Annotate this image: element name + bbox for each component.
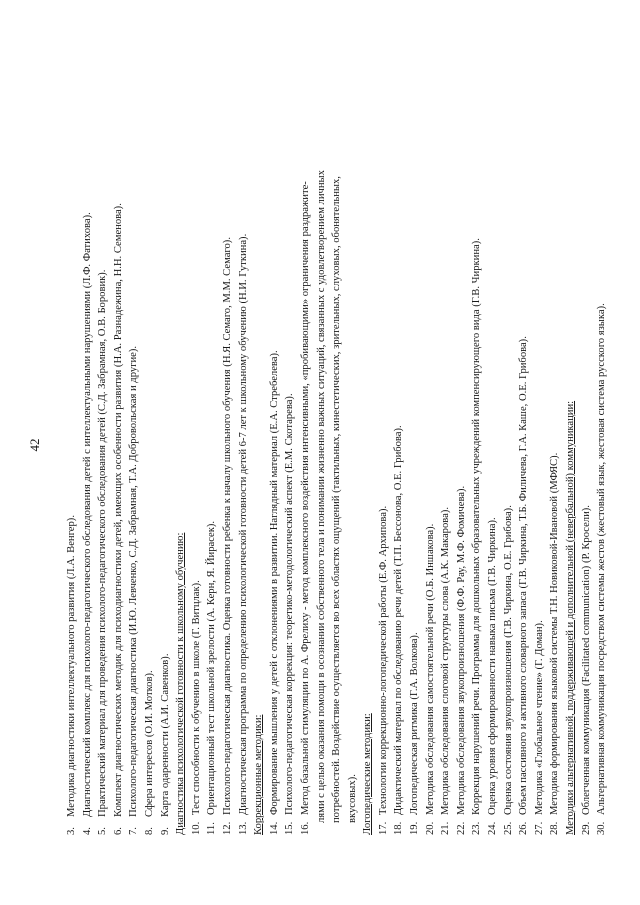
list-item-first-line <box>594 70 610 835</box>
list-item-number: 16. <box>299 821 311 835</box>
list-item-text: Методика диагностики интеллектуального развития (Л.А. Венгер). <box>66 515 77 817</box>
list-item-first-line <box>80 70 96 835</box>
list-item-number: 7. <box>128 827 140 835</box>
list-item-number: 13. <box>237 821 249 835</box>
list-item-number: 30. <box>596 821 608 835</box>
list-item-text: Оценка уровня сформированности навыка письма (Г.В. Чиркина). <box>487 517 499 815</box>
list-item <box>454 70 470 835</box>
list-item-text: Сфера интересов (О.И. Мотков). <box>143 670 155 817</box>
list-item-number: 26. <box>518 821 530 835</box>
list-item-first-line <box>111 70 127 835</box>
list-item <box>391 70 407 835</box>
list-item-first-line <box>142 70 158 835</box>
section-heading: Коррекционные методики: <box>253 714 265 835</box>
list-item-number: 9. <box>159 827 171 835</box>
section-heading: Диагностика психологической готовности к школьному обучению: <box>175 532 187 835</box>
list-item-first-line <box>236 70 252 835</box>
list-item-first-line <box>267 70 283 835</box>
list-item-number: 20. <box>424 821 436 835</box>
list-item-first-line <box>126 70 142 835</box>
list-item-first-line <box>189 70 205 835</box>
list-item <box>423 70 439 835</box>
list-item-text: Диагностическая программа по определению психологической готовности детей 6-7 лет к школьному обучению (Н.И. Гуткина). <box>237 233 249 815</box>
list-item-first-line <box>158 70 174 835</box>
list-item-first-line <box>282 70 298 835</box>
list-item-first-line <box>423 70 439 835</box>
list-item-number: 23. <box>471 821 483 835</box>
list-item-text: Методика «Глобальное чтение» (Г. Доман). <box>533 620 545 815</box>
list-item-first-line <box>516 70 532 835</box>
list-item <box>220 70 236 835</box>
list-item-first-line <box>454 70 470 835</box>
list-item <box>80 70 96 835</box>
list-item-text: Комплект диагностических методик для психодиагностики детей, имеющих особенности развития (Н.А. Разнадежина, Н.Н. Семенова). <box>112 203 124 817</box>
list-item-number: 8. <box>143 827 155 835</box>
list-item-first-line <box>501 70 517 835</box>
list-item <box>485 70 501 835</box>
list-item-number: 4. <box>81 827 93 835</box>
list-item-first-line <box>220 70 236 835</box>
list-item <box>267 70 283 835</box>
list-item-number: 22. <box>455 821 467 835</box>
list-item-text: Психолого-педагогическая диагностика. Оценка готовности ребенка к началу школьного обучения (Н.Я. Семаго, М.М. Семаго). <box>221 237 233 815</box>
list-item-first-line <box>391 70 407 835</box>
list-item <box>142 70 158 835</box>
list-item-text: Методика формирования языковой системы Т.Н. Новиковой-Ивановой (МФЯС). <box>549 452 561 815</box>
list-item-text: Логопедическая ритмика (Г.А. Волкова). <box>409 632 421 815</box>
list-item <box>532 70 548 835</box>
list-item-text: Диагностический комплекс для психолого-педагогического обследования детей с интеллектуальными нарушениями (Л.Ф. Фатихова). <box>81 212 93 817</box>
list-item-continuation-line: лями с целью оказания помощи в осознании собственного тела и понимании жизненно важных ситуаций, связанных с удовлетворением личных <box>315 170 327 823</box>
list-item-first-line <box>204 70 220 835</box>
list-item-text: Альтернативная коммуникация посредством системы жестов (жестовый язык, жестовая система русского языка). <box>596 303 608 815</box>
list-item <box>501 70 517 835</box>
list-item-text: Дидактический материал по обследованию речи детей (Т.П. Бессонова, О.Е. Грибова). <box>393 425 405 815</box>
list-item-text: Объем пассивного и активного словарного запаса (Г.В. Чиркина, Т.Б. Филичева, Г.А. Каше, О.Е. Грибова). <box>518 336 530 815</box>
section-heading: Методики альтернативной, поддерживающей и дополнительной (невербальной) коммуникации: <box>565 400 576 835</box>
list-item <box>64 70 80 835</box>
list-item-text: Психолого-педагогическая диагностика (И.Ю. Левченко, С.Д. Забрамная, Т.А. Добровольская и другие). <box>128 345 140 817</box>
list-item-continuation-line: вкусовых). <box>346 774 358 823</box>
list-item-text: Ориентационный тест школьной зрелости (А. Керн, Я. Йирасек). <box>206 520 218 815</box>
list-item-number: 25. <box>502 821 514 835</box>
list-item-number: 19. <box>409 821 421 835</box>
list-item-continuation-line: потребностей. Воздействие осуществляется во всех областях ощущений (тактильных, кинестетических, зрительных, слуховых, обонятельных, <box>331 176 343 823</box>
list-item-first-line <box>469 70 485 835</box>
list-item-text: Карта одаренности (А.И. Савенков). <box>159 653 171 817</box>
list-item <box>376 70 392 835</box>
list-item-first-line <box>532 70 548 835</box>
list-item-text: Практический материал для проведения психолого-педагогического обследования детей (С.Д. Забрамная, О.В. Боровик). <box>97 269 109 817</box>
list-item-number: 5. <box>97 827 109 835</box>
list-item-number: 14. <box>268 821 280 835</box>
list-item-first-line <box>376 70 392 835</box>
list-item <box>189 70 205 835</box>
list-item <box>547 70 563 835</box>
list-item-first-line <box>407 70 423 835</box>
list-item-first-line <box>95 70 111 835</box>
list-item-first-line <box>547 70 563 835</box>
list-item-text: Психолого-педагогическая коррекция: теоретико-методологический аспект (Е.М. Скотарева). <box>284 393 296 815</box>
list-item <box>594 70 610 835</box>
list-item <box>95 70 111 835</box>
list-item <box>298 70 360 835</box>
list-item <box>407 70 423 835</box>
list-item-first-line <box>485 70 501 835</box>
list-item <box>236 70 252 835</box>
list-item-number: 18. <box>393 821 405 835</box>
list-item-text: Тест способности к обучению в школе (Г. Витцлак). <box>190 580 202 815</box>
list-item-first-line <box>438 70 454 835</box>
list-item-number: 17. <box>377 821 389 835</box>
list-item-number: 6. <box>112 827 124 835</box>
section-heading: Логопедические методики: <box>362 713 374 835</box>
list-item-first-line <box>579 70 595 835</box>
list-item-number: 10. <box>190 821 202 835</box>
list-item <box>282 70 298 835</box>
list-item-number: 27. <box>533 821 545 835</box>
document-body <box>64 70 610 835</box>
list-item <box>204 70 220 835</box>
list-item <box>516 70 532 835</box>
list-item-number: 15. <box>284 821 296 835</box>
list-item-text: Коррекция нарушений речи. Программа для дошкольных образовательных учреждений компенсирующего вида (Г.В. Чиркина). <box>471 238 483 815</box>
list-item-number: 12. <box>221 821 233 835</box>
list-item <box>469 70 485 835</box>
list-item-text: Методика обследования слоговой структуры слова (А.К. Макарова). <box>440 506 452 815</box>
list-item <box>126 70 142 835</box>
list-item-text: Облегченная коммуникация (Facilitated communication) (Р. Кросели). <box>580 505 592 815</box>
page-number: 42 <box>27 438 42 452</box>
list-item-first-line <box>64 70 80 835</box>
list-item-first-line <box>298 70 314 835</box>
list-item-text: Методика обследования самостоятельной речи (О.Б. Иншакова). <box>424 523 436 815</box>
list-item-text: Оценка состояния звукопроизношения (Г.В. Чиркина, О.Е. Грибова). <box>502 505 514 815</box>
list-item-number: 24. <box>487 821 499 835</box>
list-item-text: Технологии коррекционно-логопедической работы (Е.Ф. Архипова). <box>377 505 389 815</box>
list-item-number: 29. <box>580 821 592 835</box>
list-item-number: 28. <box>549 821 561 835</box>
list-item <box>158 70 174 835</box>
list-item-text: Методика обследования звукопроизношения (Ф.Ф. Рау, М.Ф. Фомичева). <box>455 485 467 815</box>
list-item-number: 3. <box>66 827 77 835</box>
list-item <box>111 70 127 835</box>
list-item-text: Метод базальной стимуляции по А. Фрелиху - метод комплексного воздействия интенсивными, «пробивающими» ограничения раздражите- <box>299 181 311 815</box>
list-item <box>438 70 454 835</box>
list-item <box>579 70 595 835</box>
list-item-number: 11. <box>206 822 218 835</box>
list-item-text: Формирование мышления у детей с отклонениями в развитии. Наглядный материал (Е.А. Стребелева). <box>268 350 280 815</box>
list-item-number: 21. <box>440 821 452 835</box>
